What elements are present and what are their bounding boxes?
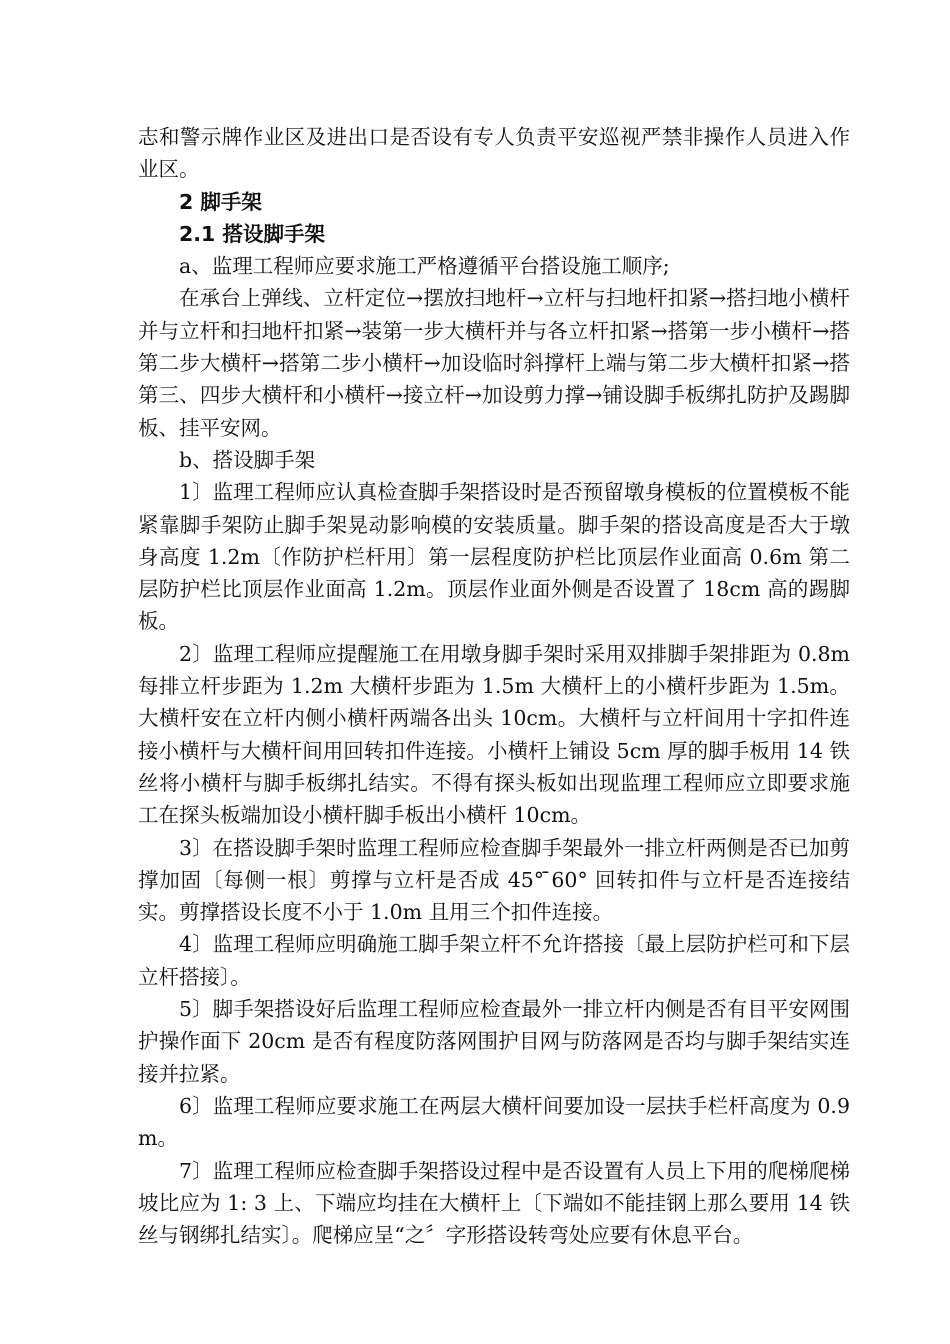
document-body bbox=[138, 121, 850, 1251]
item-b-paragraph: b、搭设脚手架 bbox=[179, 447, 316, 472]
section-heading-2-1: 2.1 搭设脚手架 bbox=[179, 221, 325, 246]
intro-paragraph: 志和警示牌作业区及进出口是否设有专人负责平安巡视严禁非操作人员进入作业区。 bbox=[138, 125, 850, 182]
section-heading-2: 2 脚手架 bbox=[179, 189, 262, 214]
point-5-paragraph: 5〕脚手架搭设好后监理工程师应检查最外一排立杆内侧是否有目平安网围护操作面下 20cm 是否有程度防落网围护目网与防落网是否均与脚手架结实连接并拉紧。 bbox=[138, 997, 850, 1086]
item-a-paragraph: a、监理工程师应要求施工严格遵循平台搭设施工顺序; bbox=[179, 254, 670, 279]
point-1-paragraph: 1〕监理工程师应认真检查脚手架搭设时是否预留墩身模板的位置模板不能紧靠脚手架防止脚手架晃动影响模的安装质量。脚手架的搭设高度是否大于墩身高度 1.2m〔作防护栏杆用〕第一层程度防护栏比顶层作业面高 0.6m 第二层防护栏比顶层作业面高 1.2m。顶层作业面外侧是否设置了 18cm 高的踢脚板。 bbox=[138, 480, 850, 634]
point-7-paragraph: 7〕监理工程师应检查脚手架搭设过程中是否设置有人员上下用的爬梯爬梯坡比应为 1: 3 上、下端应均挂在大横杆上〔下端如不能挂钢上那么要用 14 铁丝与钢绑扎结实〕。爬梯应呈“之〞字形搭设转弯处应要有休息平台。 bbox=[138, 1158, 850, 1248]
point-2-paragraph: 2〕监理工程师应提醒施工在用墩身脚手架时采用双排脚手架排距为 0.8m 每排立杆步距为 1.2m 大横杆步距为 1.5m 大横杆上的小横杆步距为 1.5m。大横杆安在立杆内侧小横杆两端各出头 10cm。大横杆与立杆间用十字扣件连接小横杆与大横杆间用回转扣件连接。小横杆上铺设 5cm 厚的脚手板用 14 铁丝将小横杆与脚手板绑扎结实。不得有探头板如出现监理工程师应立即要求施工在探头板端加设小横杆脚手板出小横杆 10cm。 bbox=[138, 641, 850, 828]
point-6-paragraph: 6〕监理工程师应要求施工在两层大横杆间要加设一层扶手栏杆高度为 0.9m。 bbox=[138, 1093, 850, 1151]
sequence-paragraph: 在承台上弹线、立杆定位→摆放扫地杆→立杆与扫地杆扣紧→搭扫地小横杆并与立杆和扫地杆扣紧→装第一步大横杆并与各立杆扣紧→搭第一步小横杆→搭第二步大横杆→搭第二步小横杆→加设临时斜撑杆上端与第二步大横杆扣紧→搭第三、四步大横杆和小横杆→接立杆→加设剪力撑→铺设脚手板绑扎防护及踢脚板、挂平安网。 bbox=[138, 286, 850, 440]
point-4-paragraph: 4〕监理工程师应明确施工脚手架立杆不允许搭接〔最上层防护栏可和下层立杆搭接〕。 bbox=[138, 932, 850, 989]
point-3-paragraph: 3〕在搭设脚手架时监理工程师应检查脚手架最外一排立杆两侧是否已加剪撑加固〔每侧一根〕剪撑与立杆是否成 45° ̄60° 回转扣件与立杆是否连接结实。剪撑搭设长度不小于 1.0m 且用三个扣件连接。 bbox=[138, 835, 850, 925]
